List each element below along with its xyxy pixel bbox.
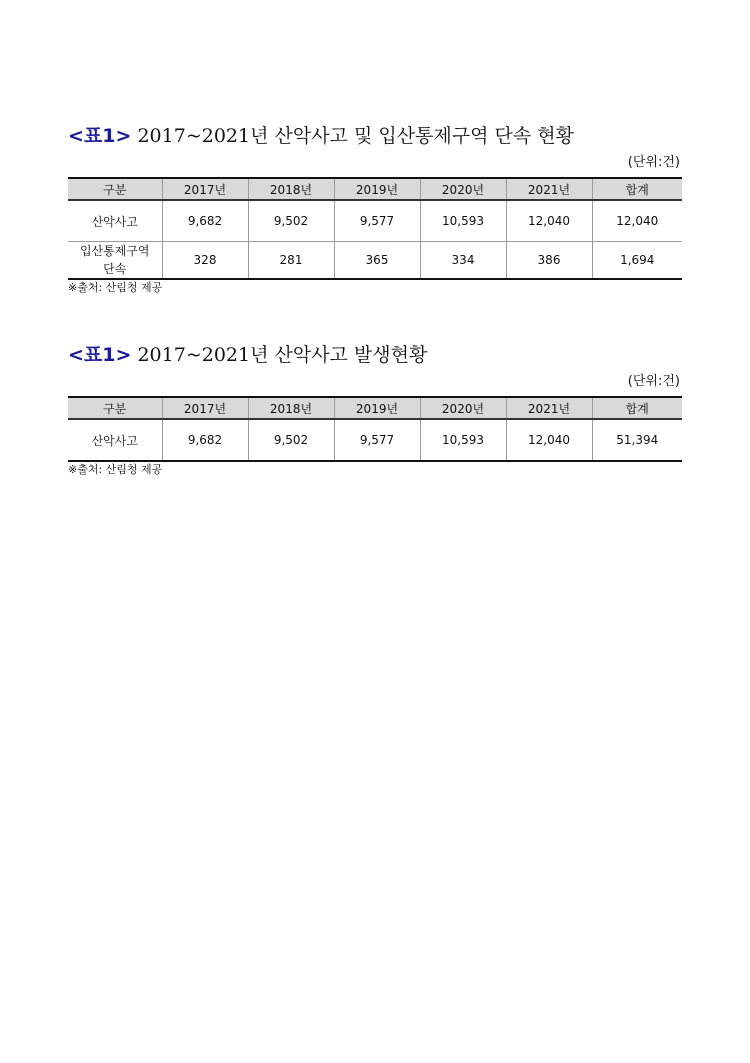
table2-header-cell: 합계 — [592, 397, 682, 419]
table2-header-cell: 구분 — [68, 397, 162, 419]
table-row — [68, 419, 682, 461]
table2-unit: (단위:건) — [627, 374, 680, 389]
table-cell: 12,040 — [592, 200, 682, 242]
table-cell: 9,577 — [334, 200, 420, 242]
row-label — [68, 242, 162, 280]
table-row — [68, 242, 682, 280]
row-label: 산악사고 — [68, 200, 162, 242]
table2-header-cell: 2020년 — [420, 397, 506, 419]
table-cell: 386 — [506, 242, 592, 280]
table1-header-cell: 합계 — [592, 178, 682, 200]
table1-badge: <표1> — [68, 125, 132, 147]
table-cell: 365 — [334, 242, 420, 280]
table-cell: 9,502 — [248, 200, 334, 242]
table-cell: 9,502 — [248, 419, 334, 461]
table2-section — [68, 341, 682, 477]
row-label-line: 입산통제구역 — [79, 244, 150, 258]
table-cell: 9,682 — [162, 200, 248, 242]
row-label-line: 단속 — [103, 262, 127, 276]
table1-header-cell: 2018년 — [248, 178, 334, 200]
table1-section — [68, 122, 682, 295]
table-cell: 12,040 — [506, 200, 592, 242]
table2-header-cell: 2019년 — [334, 397, 420, 419]
table2-title-line — [68, 341, 682, 369]
table1 — [68, 177, 682, 280]
table2-header-cell: 2018년 — [248, 397, 334, 419]
table1-header-cell: 2017년 — [162, 178, 248, 200]
table2-header-row — [68, 397, 682, 419]
table1-title: 2017~2021년 산악사고 및 입산통제구역 단속 현황 — [137, 125, 574, 147]
table-cell: 12,040 — [506, 419, 592, 461]
table1-header-row — [68, 178, 682, 200]
table2-badge: <표1> — [68, 344, 132, 366]
table2-header-cell: 2021년 — [506, 397, 592, 419]
table-cell: 10,593 — [420, 200, 506, 242]
table2-title: 2017~2021년 산악사고 발생현황 — [137, 344, 428, 366]
table-cell: 328 — [162, 242, 248, 280]
table-cell: 10,593 — [420, 419, 506, 461]
table-cell: 9,682 — [162, 419, 248, 461]
table-row — [68, 200, 682, 242]
table-cell: 334 — [420, 242, 506, 280]
table1-header-cell: 2019년 — [334, 178, 420, 200]
table-cell: 281 — [248, 242, 334, 280]
table1-header-cell: 2021년 — [506, 178, 592, 200]
table1-title-line — [68, 122, 682, 150]
table1-header-cell: 2020년 — [420, 178, 506, 200]
table2 — [68, 396, 682, 462]
table-cell: 1,694 — [592, 242, 682, 280]
table-cell: 51,394 — [592, 419, 682, 461]
table1-unit: (단위:건) — [627, 155, 680, 170]
table1-header-cell: 구분 — [68, 178, 162, 200]
table1-source: ※출처: 산림청 제공 — [68, 281, 163, 294]
table2-header-cell: 2017년 — [162, 397, 248, 419]
table2-source: ※출처: 산림청 제공 — [68, 463, 163, 476]
row-label: 산악사고 — [68, 419, 162, 461]
table-cell: 9,577 — [334, 419, 420, 461]
